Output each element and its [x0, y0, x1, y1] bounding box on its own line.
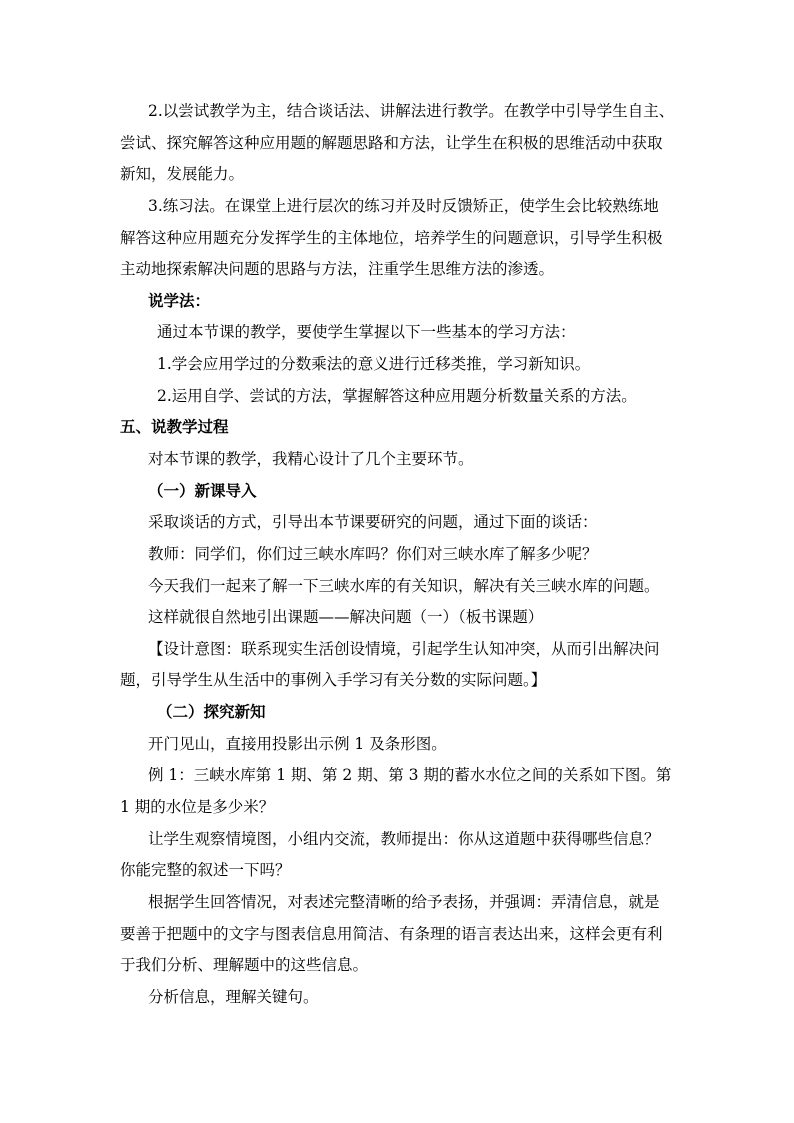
paragraph-teacher-question: 教师：同学们，你们过三峡水库吗？你们对三峡水库了解多少呢？	[148, 545, 598, 563]
paragraph-method-2-line-3: 新知，发展能力。	[120, 165, 245, 183]
paragraph-method-3-line-2: 解答这种应用题充分发挥学生的主体地位，培养学生的问题意识，引导学生积极	[120, 229, 663, 247]
paragraph-method-3-line-1: 3.练习法。在课堂上进行层次的练习并及时反馈矫正，使学生会比较熟练地	[148, 197, 659, 215]
paragraph-observe-line-2: 你能完整的叙述一下吗？	[120, 861, 291, 879]
learning-method-2: 2.运用自学、尝试的方法，掌握解答这种应用题分析数量关系的方法。	[157, 387, 637, 405]
paragraph-observe-line-1: 让学生观察情境图，小组内交流，教师提出：你从这道题中获得哪些信息？	[148, 830, 660, 848]
subheading-new-lesson-intro: （一）新课导入	[148, 481, 257, 500]
paragraph-analyze-info: 分析信息，理解关键句。	[148, 988, 319, 1006]
paragraph-design-intent-line-1: 【设计意图：联系现实生活创设情境，引起学生认知冲突，从而引出解决问	[148, 640, 660, 658]
paragraph-praise-line-1: 根据学生回答情况，对表述完整清晰的给予表扬，并强调：弄清信息，就是	[148, 893, 660, 911]
paragraph-learning-intro: 通过本节课的教学，要使学生掌握以下一些基本的学习方法：	[157, 323, 576, 341]
paragraph-conversation-method: 采取谈话的方式，引导出本节课要研究的问题，通过下面的谈话：	[148, 513, 598, 531]
paragraph-praise-line-2: 要善于把题中的文字与图表信息用简洁、有条理的语言表达出来，这样会更有利	[120, 925, 663, 943]
paragraph-show-example: 开门见山，直接用投影出示例 1 及条形图。	[148, 735, 447, 753]
paragraph-method-2-line-1: 2.以尝试教学为主，结合谈话法、讲解法进行教学。在教学中引导学生自主、	[148, 102, 675, 120]
paragraph-introduce-topic: 这样就很自然地引出课题——解决问题（一）（板书课题）	[148, 608, 544, 626]
paragraph-today-topic: 今天我们一起来了解一下三峡水库的有关知识，解决有关三峡水库的问题。	[148, 577, 660, 595]
section-heading-teaching-process: 五、说教学过程	[120, 417, 229, 436]
paragraph-example-1-line-2: 1 期的水位是多少米？	[120, 798, 275, 816]
paragraph-example-1-line-1: 例 1：三峡水库第 1 期、第 2 期、第 3 期的蓄水水位之间的关系如下图。第	[148, 766, 672, 784]
learning-method-1: 1.学会应用学过的分数乘法的意义进行迁移类推，学习新知识。	[157, 355, 591, 373]
paragraph-praise-line-3: 于我们分析、理解题中的这些信息。	[120, 956, 369, 974]
paragraph-method-3-line-3: 主动地探索解决问题的思路与方法，注重学生思维方法的渗透。	[120, 260, 555, 278]
paragraph-method-2-line-2: 尝试、探究解答这种应用题的解题思路和方法，让学生在积极的思维活动中获取	[120, 134, 663, 152]
heading-learning-methods: 说学法：	[148, 291, 211, 310]
paragraph-design-intent-line-2: 题，引导学生从生活中的事例入手学习有关分数的实际问题。】	[120, 671, 547, 689]
subheading-explore-new-knowledge: （二）探究新知	[157, 702, 266, 721]
paragraph-teaching-process-intro: 对本节课的教学，我精心设计了几个主要环节。	[148, 450, 474, 468]
